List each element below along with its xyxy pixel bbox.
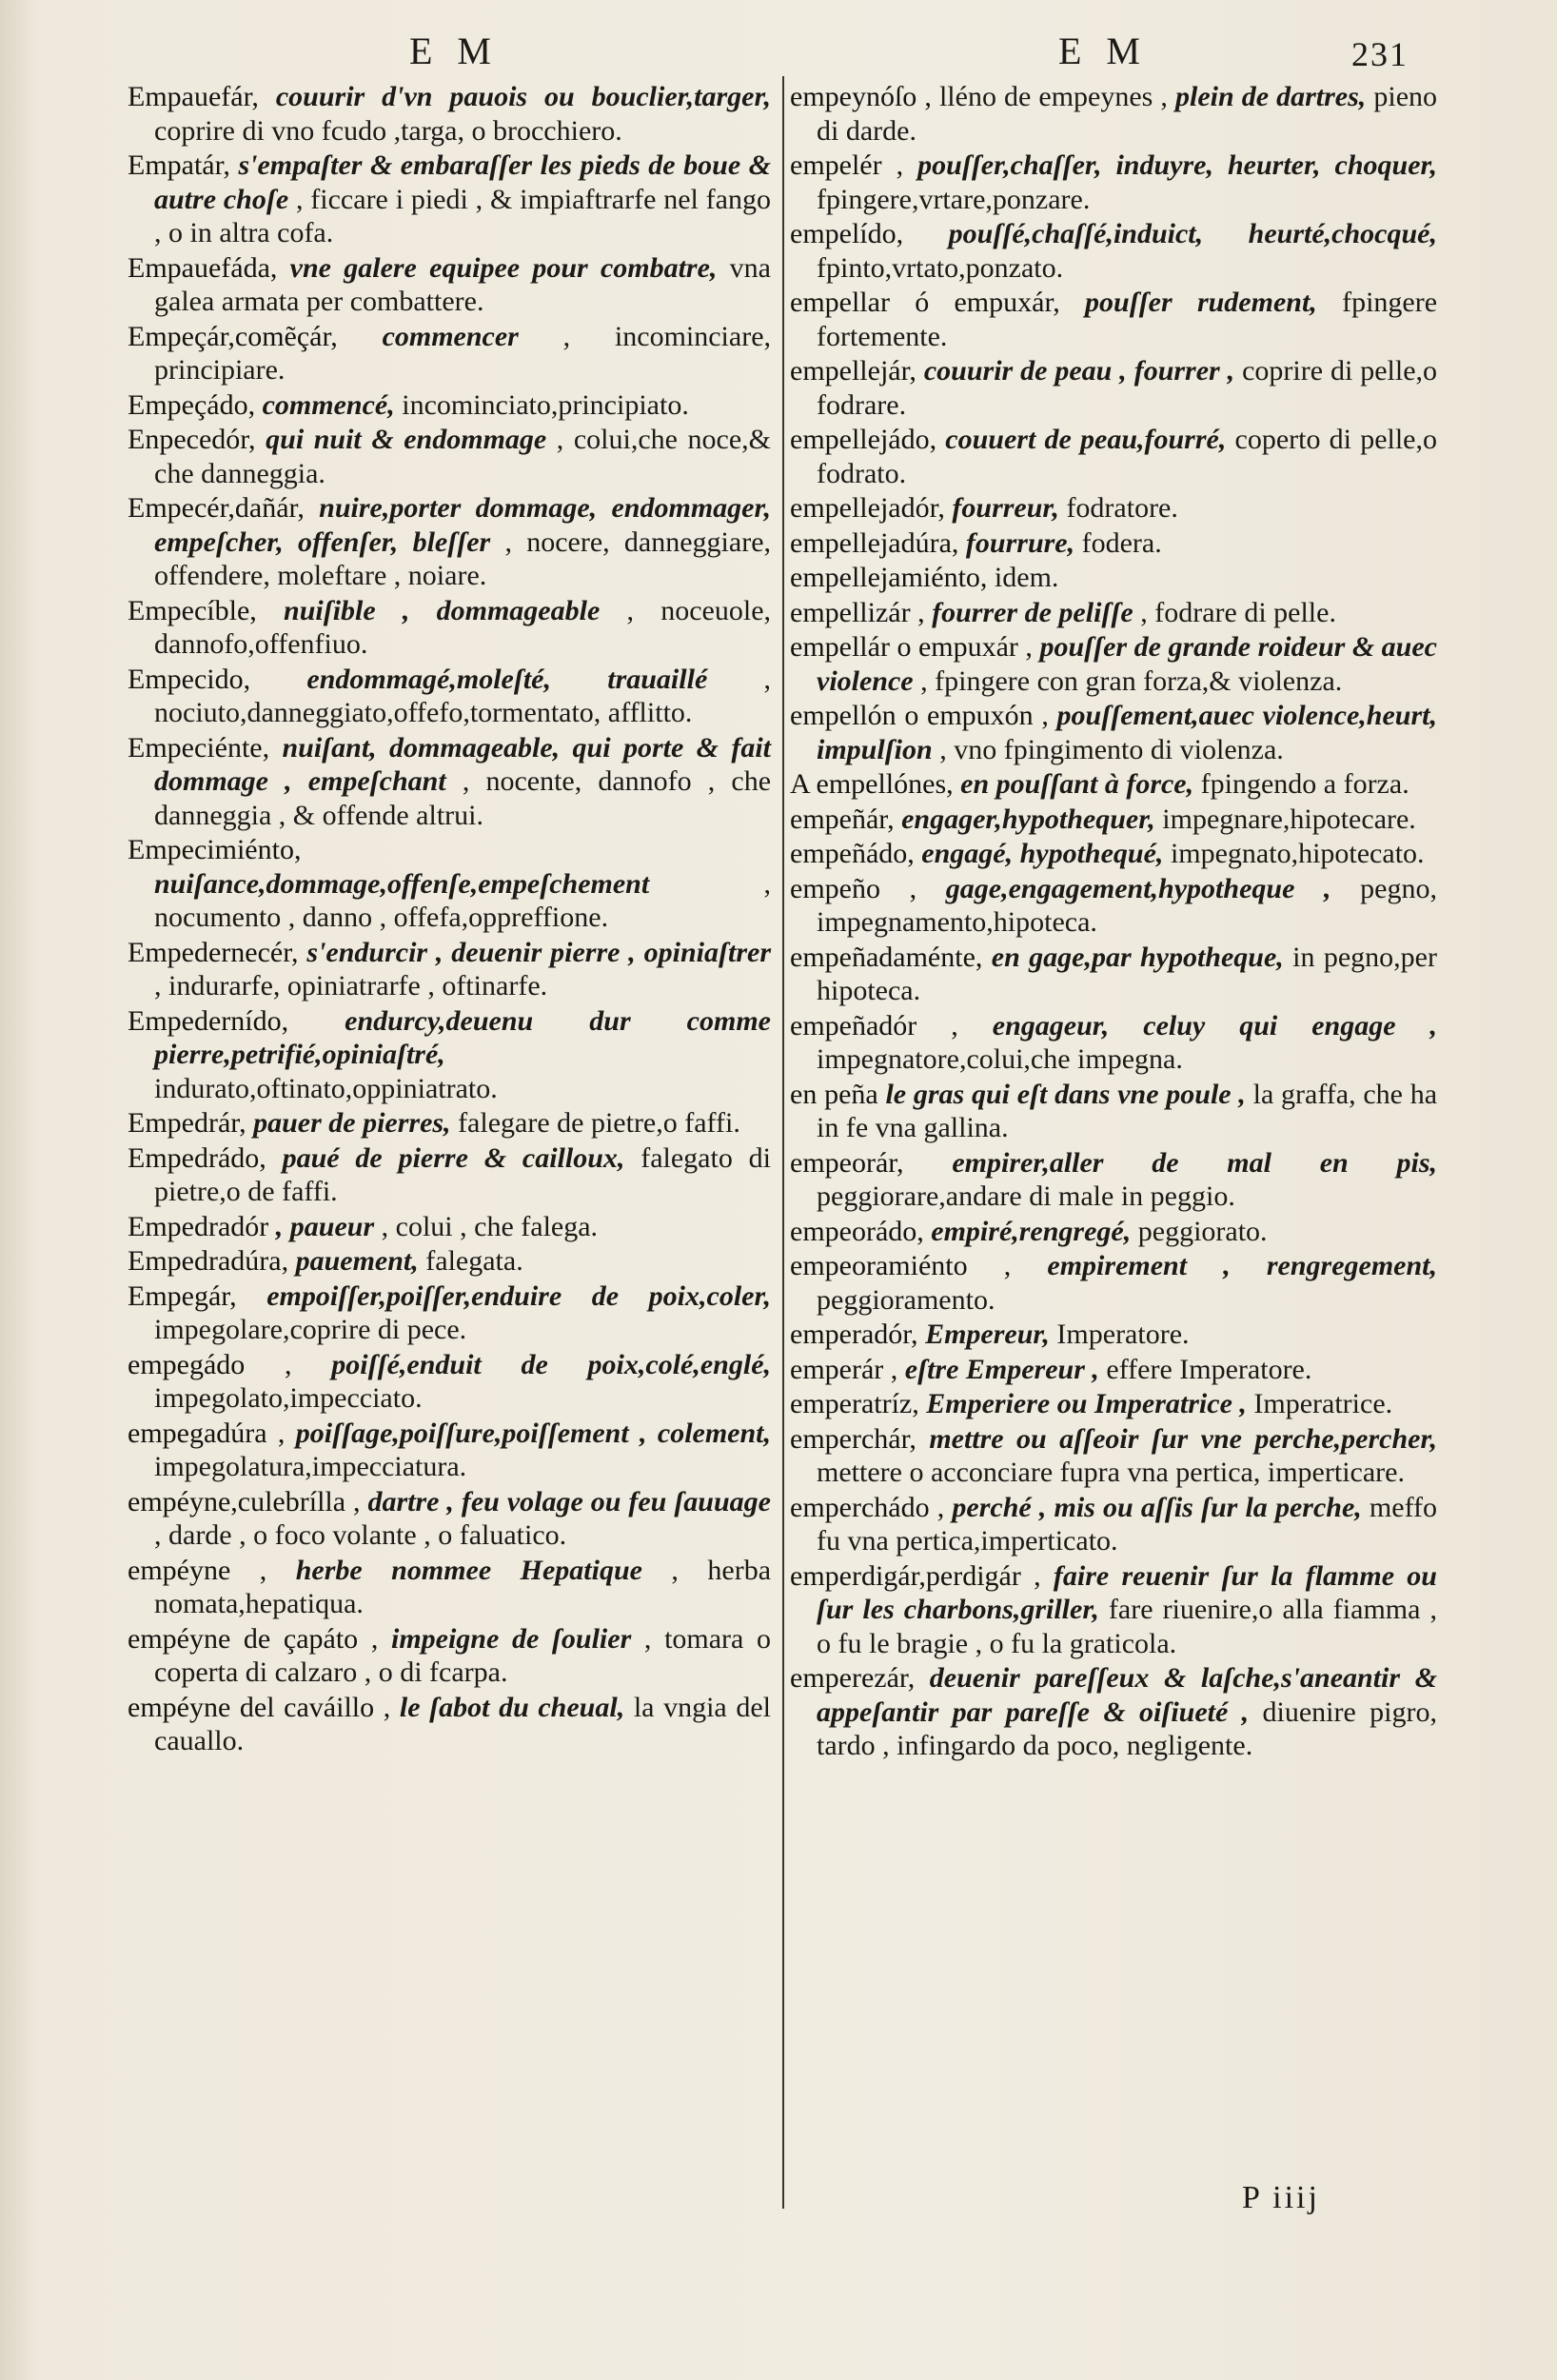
- headword: empéyne de çapáto ,: [128, 1622, 379, 1655]
- french-gloss: pouſſé,chaſſé,induict, heurté,chocqué,: [948, 218, 1437, 249]
- headword: Empeçádo,: [128, 388, 256, 421]
- french-gloss: eſtre Empereur ,: [904, 1353, 1099, 1385]
- headword: Empauefár,: [128, 81, 259, 112]
- headword: empeorádo,: [790, 1215, 924, 1247]
- italian-gloss: fare riuenire,o alla fiamma , o fu le bragie , o fu la graticola.: [817, 1594, 1437, 1659]
- headword: empéyne ,: [128, 1554, 267, 1586]
- italian-gloss: , tomara o coperta di calzaro , o di fcarpa.: [154, 1622, 772, 1688]
- headword: Empecido,: [128, 663, 251, 695]
- dictionary-entry: [128, 149, 771, 250]
- french-gloss: gage,engagement,hypotheque ,: [945, 872, 1331, 904]
- dictionary-entry: [128, 1554, 771, 1621]
- dictionary-entry: [128, 1348, 771, 1416]
- headword: empeñádo,: [790, 838, 915, 869]
- headword: empellejádo,: [790, 424, 937, 455]
- headword: empellejadúra,: [790, 526, 959, 559]
- dictionary-entry: [790, 423, 1437, 490]
- italian-gloss: impegnato,hipotecato.: [1170, 838, 1425, 869]
- dictionary-entry: [128, 1210, 771, 1244]
- dictionary-entry: [790, 1559, 1437, 1661]
- dictionary-entry: [128, 1485, 771, 1553]
- headword: empeñár,: [790, 803, 895, 835]
- french-gloss: deuenir pareſſeux & laſche,s'aneantir & appeſantir par pareſſe & oiſiueté ,: [817, 1662, 1437, 1728]
- french-gloss: commencer: [382, 320, 519, 352]
- dictionary-entry: [790, 1387, 1437, 1421]
- dictionary-entry: [790, 80, 1437, 148]
- dictionary-entry: [790, 1491, 1437, 1558]
- french-gloss: engageur, celuy qui engage ,: [992, 1009, 1437, 1041]
- headword: Empecíble,: [128, 594, 257, 626]
- dictionary-entry: [790, 767, 1437, 802]
- italian-gloss: coprire di vno fcudo ,targa, o brocchiero.: [154, 114, 622, 147]
- italian-gloss: meffo fu vna pertica,imperticato.: [817, 1491, 1438, 1557]
- dictionary-entry: [790, 1661, 1437, 1763]
- french-gloss: endurcy,deuenu dur comme pierre,petrifié,opiniaſtré,: [154, 1004, 771, 1070]
- italian-gloss: coperto di pelle,o fodrato.: [817, 424, 1437, 489]
- dictionary-entry: [128, 1141, 771, 1209]
- headword: empeñadaménte,: [790, 941, 983, 973]
- dictionary-entry: [128, 251, 771, 319]
- italian-gloss: idem.: [994, 562, 1059, 593]
- headword: en peña: [790, 1078, 878, 1110]
- headword: empeño ,: [790, 872, 917, 904]
- italian-gloss: indurato,oftinato,oppiniatrato.: [154, 1072, 498, 1104]
- italian-gloss: fpinto,vrtato,ponzato.: [817, 251, 1064, 284]
- french-gloss: fourreur,: [952, 492, 1059, 524]
- headword: Empedrár,: [128, 1107, 246, 1139]
- italian-gloss: , fodrare di pelle.: [1140, 596, 1336, 628]
- italian-gloss: vna galea armata per combattere.: [154, 251, 771, 317]
- french-gloss: en pouſſant à force,: [960, 768, 1194, 800]
- headword: emperár ,: [790, 1353, 898, 1385]
- headword: A empellónes,: [790, 768, 954, 800]
- dictionary-entry: [790, 872, 1437, 940]
- headword: empéyne,culebrílla ,: [128, 1485, 361, 1517]
- dictionary-entry: [128, 1417, 771, 1484]
- dictionary-entry: [790, 837, 1437, 871]
- italian-gloss: , indurarfe, opiniatrarfe , oftinarfe.: [154, 970, 548, 1002]
- headword: empegádo ,: [128, 1348, 292, 1380]
- italian-gloss: falegata.: [425, 1245, 523, 1277]
- italian-gloss: fodratore.: [1066, 492, 1178, 524]
- italian-gloss: in pegno,per hipoteca.: [817, 941, 1437, 1006]
- dictionary-entry: [128, 388, 771, 423]
- dictionary-entry: [790, 1146, 1437, 1214]
- italian-gloss: la vngia del cauallo.: [154, 1691, 772, 1756]
- headword: empeoramiénto ,: [790, 1250, 1012, 1281]
- french-gloss: , paueur: [275, 1210, 375, 1242]
- italian-gloss: , vno fpingimento di violenza.: [939, 733, 1284, 765]
- italian-gloss: effere Imperatore.: [1106, 1353, 1312, 1385]
- italian-gloss: coprire di pelle,o fodrare.: [817, 355, 1438, 421]
- italian-gloss: , fpingere con gran forza,& violenza.: [920, 664, 1343, 697]
- headword: empellár o empuxár ,: [790, 631, 1033, 663]
- italian-gloss: diuenire pigro, tardo , infingardo da poco, negligente.: [817, 1696, 1437, 1761]
- italian-gloss: falegato di pietre,o de faffi.: [154, 1141, 771, 1207]
- dictionary-entry: [790, 1422, 1437, 1490]
- dictionary-entry: [128, 663, 771, 730]
- french-gloss: poiſſé,enduit de poix,colé,englé,: [331, 1348, 772, 1380]
- headword: Empegár,: [128, 1279, 237, 1312]
- dictionary-entry: [790, 1249, 1437, 1317]
- page-header: [0, 29, 1557, 86]
- french-gloss: vne galere equipee pour combatre,: [289, 251, 718, 284]
- french-gloss: pauer de pierres,: [253, 1107, 451, 1139]
- french-gloss: empoiſſer,poiſſer,enduire de poix,coler,: [266, 1279, 771, 1312]
- french-gloss: couurir de peau , fourrer ,: [923, 355, 1235, 387]
- dictionary-entry: [790, 286, 1437, 353]
- dictionary-entry: [128, 1622, 771, 1690]
- headword: Empedradór: [128, 1210, 269, 1242]
- headword: Empeçár,comẽçár,: [128, 320, 338, 352]
- french-gloss: engager,hypothequer,: [901, 803, 1155, 835]
- italian-gloss: , ficcare i piedi , & impiaftrarfe nel fango , o in altra cofa.: [154, 183, 771, 248]
- french-gloss: pouſſement,auec violence,heurt, impulſion: [817, 700, 1437, 765]
- headword: empelído,: [790, 218, 904, 249]
- italian-gloss: , colui , che falega.: [381, 1210, 599, 1242]
- italian-gloss: , herba nomata,hepatiqua.: [154, 1554, 772, 1619]
- italian-gloss: , colui,che noce,& che danneggia.: [154, 424, 772, 489]
- french-gloss: nuiſible , dommageable: [284, 594, 601, 626]
- headword: empellejár,: [790, 355, 916, 387]
- french-gloss: Emperiere ou Imperatrice ,: [926, 1388, 1247, 1419]
- french-gloss: empiré,rengregé,: [931, 1215, 1132, 1247]
- french-gloss: fourrure,: [965, 526, 1075, 559]
- headword: emperezár,: [790, 1662, 916, 1694]
- french-gloss: qui nuit & endommage: [266, 424, 547, 455]
- headword: Empatár,: [128, 149, 230, 181]
- dictionary-entry: [128, 1691, 771, 1758]
- dictionary-entry: [790, 699, 1437, 766]
- italian-gloss: lléno de empeynes ,: [938, 81, 1168, 112]
- dictionary-entry: [128, 1279, 771, 1347]
- italian-gloss: la graffa, che ha in fe vna gallina.: [817, 1078, 1438, 1143]
- french-gloss: pouſſer de grande roideur & auec violence: [817, 631, 1437, 697]
- french-gloss: couurir d'vn pauois ou bouclier,targer,: [275, 81, 771, 112]
- french-gloss: paué de pierre & cailloux,: [282, 1141, 625, 1174]
- italian-gloss: impegnare,hipotecare.: [1162, 803, 1416, 835]
- french-gloss: nuire,porter dommage, endommager, empeſcher, offenſer, bleſſer: [154, 492, 771, 558]
- headword: Empecimiénto,: [128, 834, 302, 865]
- italian-gloss: falegare de pietre,o faffi.: [458, 1107, 740, 1139]
- signature-mark: P iiij: [1242, 2180, 1320, 2215]
- french-gloss: nuiſance,dommage,offenſe,empeſchement: [154, 867, 650, 900]
- dictionary-entry: [790, 149, 1437, 216]
- italian-gloss: peggiorato.: [1137, 1215, 1268, 1247]
- italian-gloss: Imperatore.: [1056, 1319, 1190, 1350]
- italian-gloss: pieno di darde.: [817, 81, 1438, 147]
- headword: emperchádo ,: [790, 1491, 945, 1523]
- french-gloss: pouſſer rudement,: [1085, 287, 1317, 318]
- french-gloss: pouſſer,chaſſer, induyre, heurter, choquer,: [917, 149, 1438, 181]
- italian-gloss: , incominciare, principiare.: [154, 320, 772, 386]
- dictionary-entry: [790, 630, 1437, 698]
- dictionary-entry: [790, 941, 1437, 1008]
- headword: Empedernído,: [128, 1004, 289, 1037]
- headword: Enpecedór,: [128, 424, 256, 455]
- italian-gloss: Imperatrice.: [1253, 1388, 1393, 1419]
- french-gloss: plein de dartres,: [1175, 81, 1367, 112]
- column-divider: [782, 76, 784, 2209]
- headword: Empedrádo,: [128, 1141, 266, 1174]
- dictionary-entry: [128, 594, 771, 662]
- dictionary-entry: [790, 596, 1437, 630]
- french-gloss: s'endurcir , deuenir pierre , opiniaſtrer: [306, 936, 771, 968]
- page-number: 231: [1351, 35, 1409, 73]
- italian-gloss: impegolato,impecciato.: [154, 1382, 423, 1414]
- french-gloss: fourrer de peliſſe: [932, 596, 1133, 628]
- italian-gloss: fpingendo a forza.: [1200, 768, 1409, 800]
- french-gloss: le gras qui eſt dans vne poule ,: [885, 1078, 1246, 1110]
- italian-gloss: , nocente, dannofo , che danneggia , & offende altrui.: [154, 765, 772, 831]
- headword: empellar ó empuxár,: [790, 287, 1060, 318]
- french-gloss: pauement,: [295, 1245, 419, 1277]
- dictionary-entry: [790, 1318, 1437, 1352]
- french-gloss: engagé, hypothequé,: [921, 838, 1164, 869]
- headword: emperchár,: [790, 1422, 916, 1455]
- dictionary-entry: [790, 1078, 1437, 1145]
- italian-gloss: incominciato,principiato.: [402, 388, 689, 421]
- headword: empeynóſo ,: [790, 81, 932, 112]
- dictionary-entry: [128, 1106, 771, 1140]
- italian-gloss: fpingere fortemente.: [817, 287, 1438, 352]
- headword: empellejadór,: [790, 492, 945, 524]
- french-gloss: herbe nommee Hepatique: [295, 1554, 642, 1586]
- french-gloss: empirer,aller de mal en pis,: [952, 1146, 1438, 1179]
- dictionary-entry: [790, 561, 1437, 595]
- headword: empellejamiénto,: [790, 562, 988, 593]
- french-gloss: le ſabot du cheual,: [399, 1691, 625, 1723]
- dictionary-entry: [790, 526, 1437, 561]
- italian-gloss: peggioramento.: [817, 1283, 995, 1316]
- french-gloss: impeigne de ſoulier: [390, 1622, 632, 1655]
- french-gloss: perché , mis ou aſſis ſur la perche,: [952, 1491, 1362, 1523]
- headword: empegadúra ,: [128, 1417, 286, 1449]
- dictionary-entry: [128, 320, 771, 387]
- italian-gloss: impegolatura,impecciatura.: [154, 1451, 467, 1482]
- headword: empéyne del caváillo ,: [128, 1691, 391, 1723]
- dictionary-entry: [128, 1244, 771, 1279]
- dictionary-entry: [128, 731, 771, 833]
- french-gloss: poiſſage,poiſſure,poiſſement , colement,: [295, 1417, 772, 1449]
- italian-gloss: peggiorare,andare di male in peggio.: [817, 1180, 1235, 1212]
- french-gloss: faire reuenir ſur la flamme ou ſur les charbons,griller,: [817, 1559, 1437, 1625]
- headword: Empedradúra,: [128, 1245, 289, 1277]
- italian-gloss: impegnatore,colui,che impegna.: [817, 1043, 1183, 1075]
- headword: Empeciénte,: [128, 731, 270, 764]
- dictionary-entry: [128, 1004, 771, 1106]
- dictionary-entry: [128, 423, 771, 490]
- french-gloss: Empereur,: [925, 1319, 1050, 1350]
- french-gloss: en gage,par hypotheque,: [991, 941, 1284, 973]
- headword: empeñadór ,: [790, 1009, 958, 1041]
- headword: emperatríz,: [790, 1388, 919, 1419]
- left-column: [128, 80, 771, 1759]
- italian-gloss: , nocumento , danno , offefa,oppreffione.: [154, 867, 771, 933]
- headword: empeorár,: [790, 1146, 904, 1179]
- french-gloss: dartre , feu volage ou feu ſauuage: [367, 1485, 771, 1517]
- italian-gloss: fodera.: [1081, 526, 1162, 559]
- italian-gloss: pegno, impegnamento,hipoteca.: [817, 872, 1437, 938]
- headword: emperadór,: [790, 1319, 918, 1350]
- italian-gloss: fpingere,vrtare,ponzare.: [817, 183, 1091, 215]
- dictionary-entry: [790, 491, 1437, 526]
- running-head-left: E M: [409, 30, 499, 72]
- dictionary-entry: [790, 803, 1437, 837]
- french-gloss: endommagé,moleſté, trauaillé: [306, 663, 708, 695]
- running-head-right: E M: [1058, 30, 1148, 72]
- headword: emperdigár,perdigár ,: [790, 1559, 1041, 1592]
- italian-gloss: , nociuto,danneggiato,offefo,tormentato, afflitto.: [154, 663, 772, 728]
- french-gloss: couuert de peau,fourré,: [945, 424, 1227, 455]
- italian-gloss: , noceuole, dannofo,offenfiuo.: [154, 594, 772, 660]
- french-gloss: s'empaſter & embaraſſer les pieds de boue & autre choſe: [154, 149, 771, 215]
- dictionary-entry: [128, 833, 771, 935]
- french-gloss: empirement , rengregement,: [1047, 1250, 1438, 1281]
- headword: Empedernecér,: [128, 936, 299, 968]
- dictionary-entry: [790, 354, 1437, 422]
- headword: empelér ,: [790, 149, 904, 181]
- italian-gloss: impegolare,coprire di pece.: [154, 1314, 467, 1345]
- french-gloss: nuiſant, dommageable, qui porte & fait dommage , empeſchant: [154, 731, 771, 797]
- dictionary-entry: [790, 1215, 1437, 1249]
- dictionary-entry: [790, 217, 1437, 285]
- dictionary-entry: [790, 1009, 1437, 1077]
- right-column: [790, 80, 1437, 1764]
- dictionary-entry: [128, 936, 771, 1003]
- italian-gloss: mettere o acconciare fupra vna pertica, imperticare.: [817, 1457, 1405, 1488]
- dictionary-entry: [790, 1353, 1437, 1387]
- headword: empellizár ,: [790, 596, 925, 628]
- dictionary-entry: [128, 491, 771, 593]
- italian-gloss: , darde , o foco volante , o faluatico.: [154, 1519, 567, 1551]
- headword: empellón o empuxón ,: [790, 700, 1049, 731]
- french-gloss: mettre ou aſſeoir ſur vne perche,percher,: [929, 1422, 1437, 1455]
- dictionary-entry: [128, 80, 771, 148]
- french-gloss: commencé,: [262, 388, 395, 421]
- headword: Empauefáda,: [128, 251, 278, 284]
- italian-gloss: , nocere, danneggiare, offendere, moleftare , noiare.: [154, 526, 772, 591]
- headword: Empecér,dañár,: [128, 492, 305, 524]
